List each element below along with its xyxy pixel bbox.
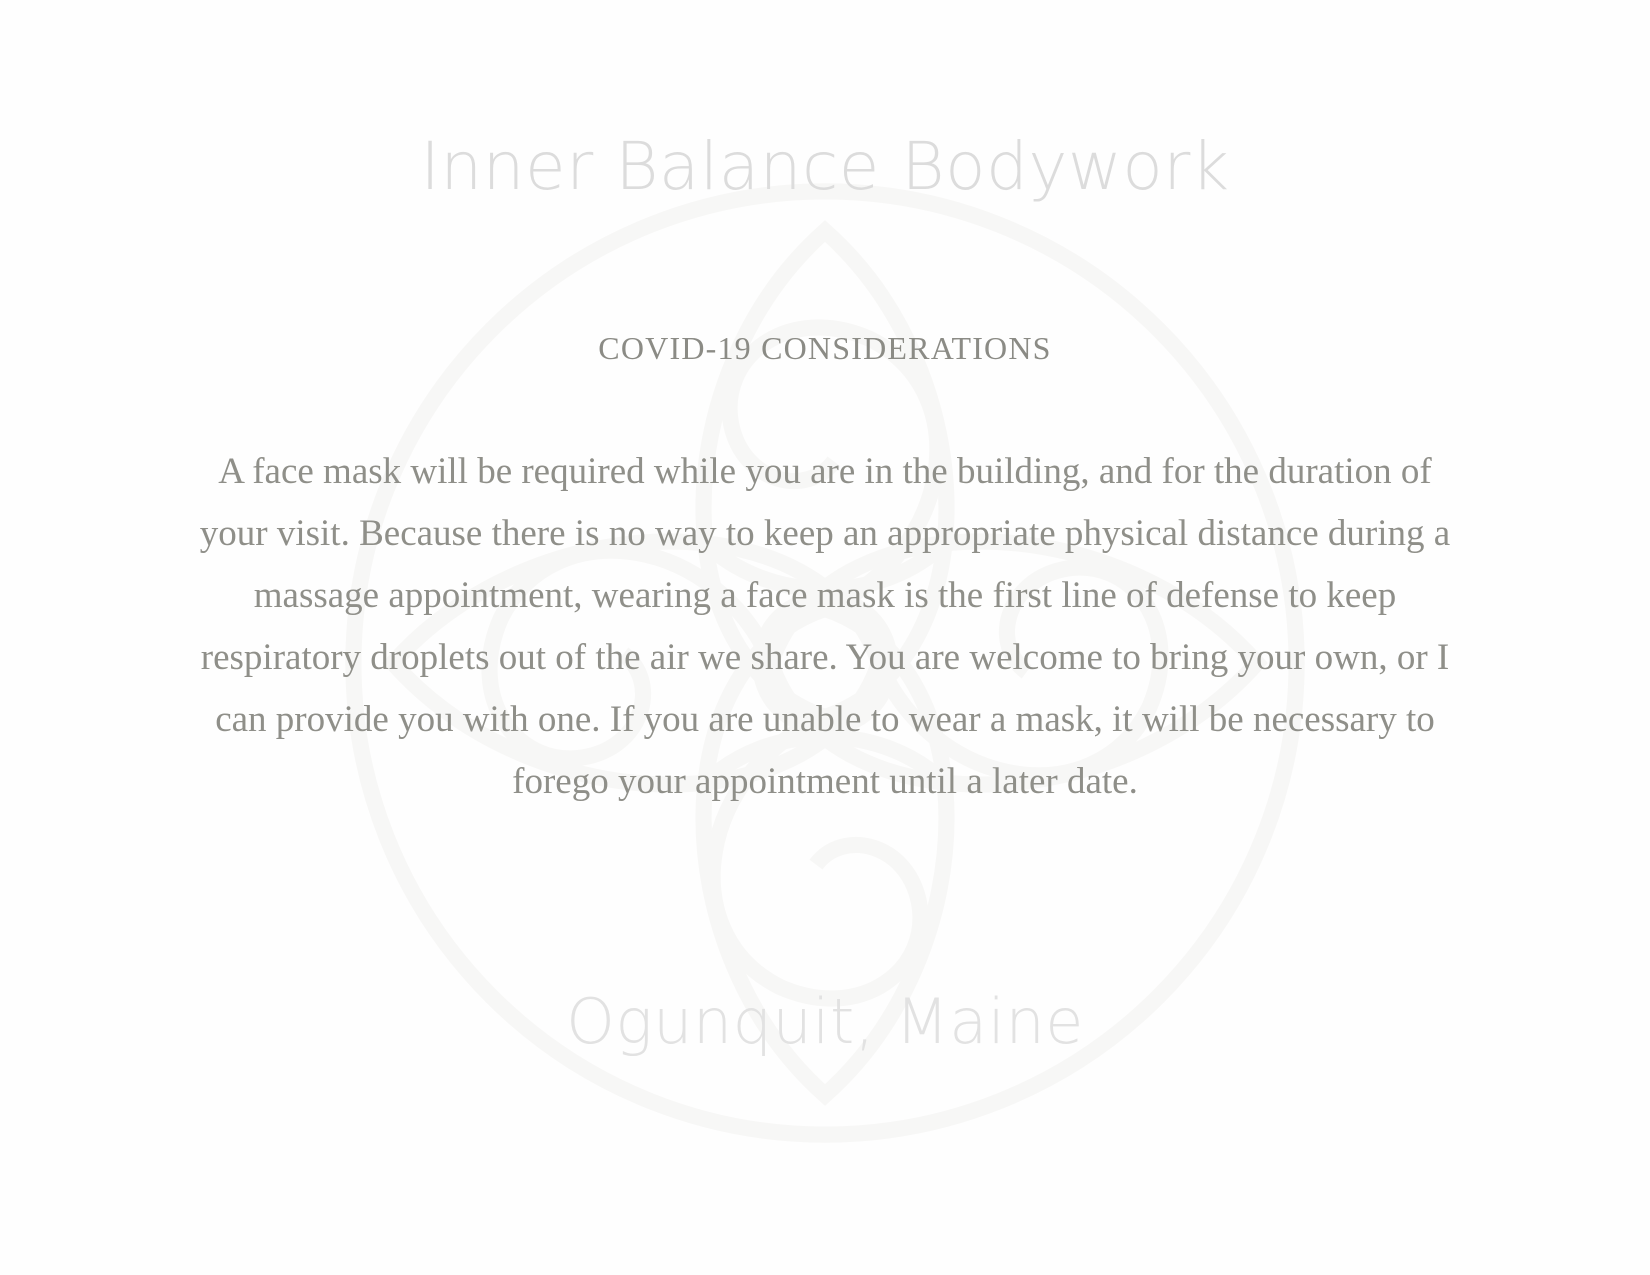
policy-paragraph: A face mask will be required while you are in the building, and for the duration of your visit. Because there is no way to keep an appropriate physical distance during a massage appointment, wearing a face mask is the first line of defense to keep respiratory droplets out of the air we share. You are welcome to bring your own, or I can provide you with one. If you are unable to wear a mask, it will be necessary to forego your appointment until a later date. bbox=[199, 451, 1451, 802]
section-heading: COVID-19 CONSIDERATIONS bbox=[598, 330, 1052, 366]
page-title: Inner Balance Bodywork bbox=[420, 128, 1230, 205]
location-label: Ogunquit, Maine bbox=[566, 985, 1084, 1058]
main-content bbox=[175, 330, 1475, 813]
